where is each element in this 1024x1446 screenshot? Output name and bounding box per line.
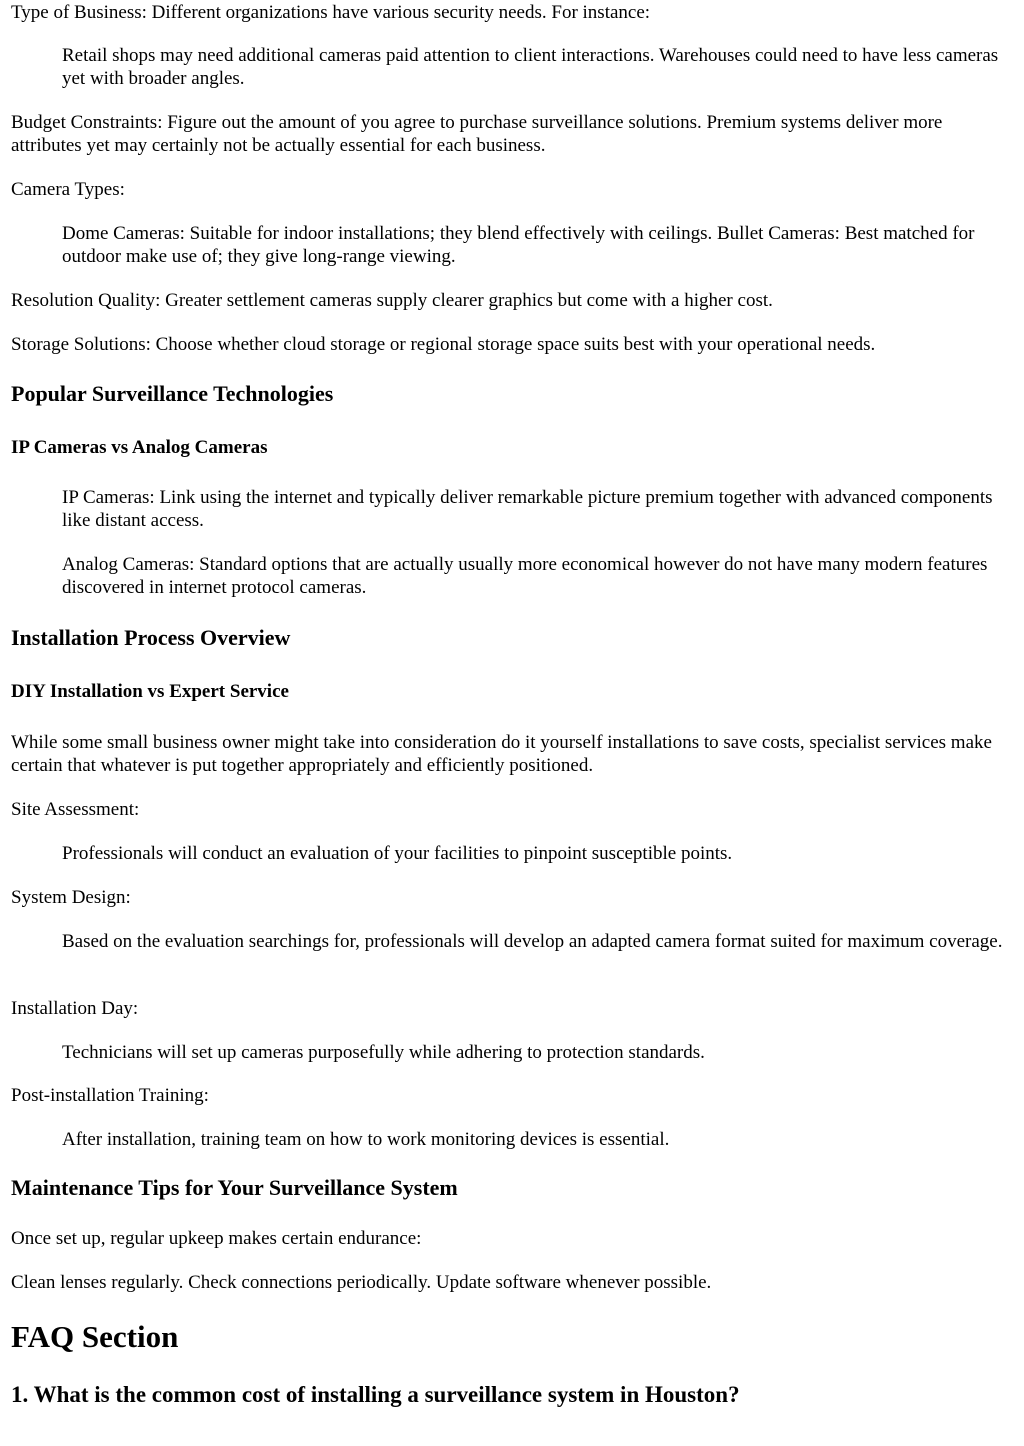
- paragraph-post-installation-training: Post-installation Training:: [11, 1085, 209, 1106]
- heading-popular-technologies: Popular Surveillance Technologies: [11, 381, 334, 406]
- paragraph-installation-day-detail: Technicians will set up cameras purposefully while adhering to protection standards.: [62, 1042, 705, 1063]
- paragraph-budget-constraints: Budget Constraints: Figure out the amount of you agree to purchase surveillance solutions. Premium systems deliver more attributes yet may certainly not be actually essential for each business.: [11, 112, 943, 156]
- paragraph-storage-solutions: Storage Solutions: Choose whether cloud storage or regional storage space suits best with your operational needs.: [11, 334, 876, 355]
- paragraph-site-assessment-detail: Professionals will conduct an evaluation of your facilities to pinpoint susceptible points.: [62, 843, 733, 864]
- paragraph-site-assessment: Site Assessment:: [11, 799, 140, 820]
- paragraph-maintenance-list: Clean lenses regularly. Check connections periodically. Update software whenever possible.: [11, 1272, 712, 1293]
- paragraph-training-detail: After installation, training team on how to work monitoring devices is essential.: [62, 1129, 670, 1150]
- heading-ip-vs-analog: IP Cameras vs Analog Cameras: [11, 437, 268, 458]
- paragraph-system-design: System Design:: [11, 887, 131, 908]
- paragraph-diy-costs: While some small business owner might take into consideration do it yourself installations to save costs, specialist services make certain that whatever is put together appropriately and efficiently positioned.: [11, 732, 992, 776]
- paragraph-type-of-business: Type of Business: Different organizations have various security needs. For instance:: [11, 2, 651, 23]
- paragraph-camera-types: Camera Types:: [11, 179, 125, 200]
- paragraph-resolution-quality: Resolution Quality: Greater settlement cameras supply clearer graphics but come with a higher cost.: [11, 290, 773, 311]
- paragraph-analog-cameras: Analog Cameras: Standard options that are actually usually more economical however do not have many modern features discovered in internet protocol cameras.: [62, 554, 988, 598]
- paragraph-ip-cameras: IP Cameras: Link using the internet and typically deliver remarkable picture premium together with advanced components like distant access.: [62, 487, 993, 531]
- paragraph-dome-bullet-cameras: Dome Cameras: Suitable for indoor installations; they blend effectively with ceilings. Bullet Cameras: Best matched for outdoor make use of; they give long-range viewing.: [62, 223, 975, 267]
- heading-diy-vs-expert: DIY Installation vs Expert Service: [11, 681, 289, 702]
- heading-maintenance-tips: Maintenance Tips for Your Surveillance System: [11, 1175, 458, 1200]
- heading-faq-section: FAQ Section: [11, 1319, 179, 1354]
- heading-faq-question-1: 1. What is the common cost of installing a surveillance system in Houston?: [11, 1382, 740, 1407]
- heading-installation-overview: Installation Process Overview: [11, 625, 291, 650]
- paragraph-upkeep: Once set up, regular upkeep makes certain endurance:: [11, 1228, 422, 1249]
- paragraph-system-design-detail: Based on the evaluation searchings for, professionals will develop an adapted camera format suited for maximum coverage.: [62, 931, 1003, 952]
- paragraph-retail-warehouses: Retail shops may need additional cameras paid attention to client interactions. Warehouses could need to have less cameras yet with broader angles.: [62, 45, 999, 89]
- paragraph-installation-day: Installation Day:: [11, 998, 139, 1019]
